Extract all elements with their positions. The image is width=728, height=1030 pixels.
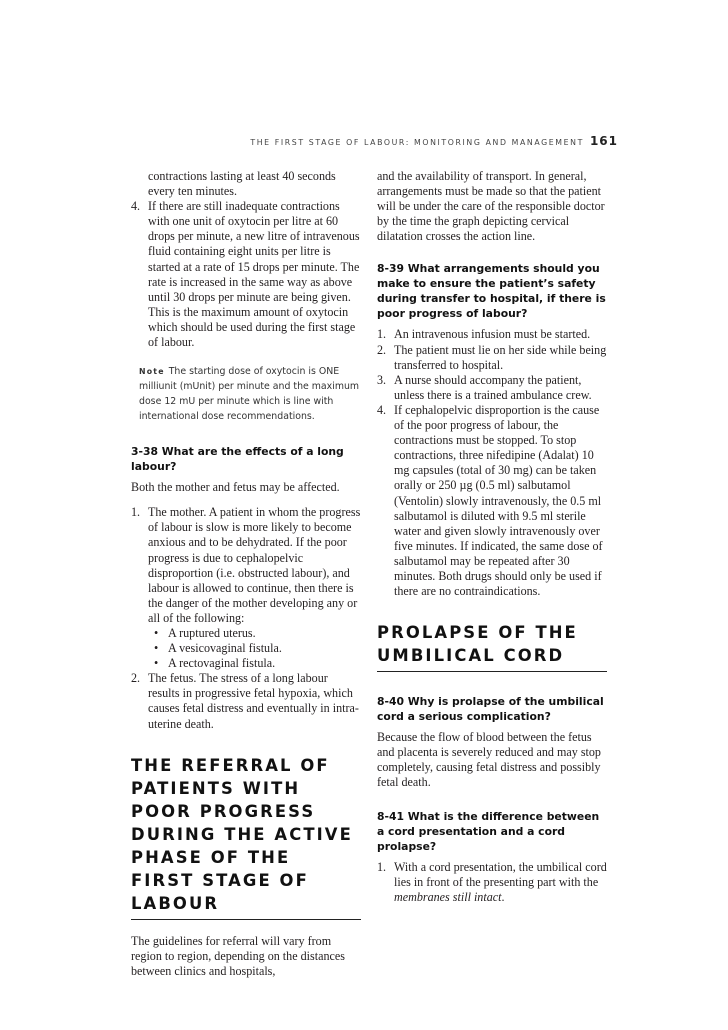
note-box (139, 364, 361, 424)
emphasis-text: membranes still intact (394, 889, 502, 904)
referral-text: The guidelines for referral will vary from region to region, depending on the distances between clinics and hospitals, (131, 933, 345, 978)
page-number: 161 (589, 134, 618, 148)
effects-list (131, 505, 361, 731)
list-item: 4. If there are still inadequate contractions with one unit of oxytocin per litre at 60 drops per minute, a new litre of intravenous fluid containing eight units per litre is started at a rate of 15 drops per minute. The rate is increased in the same way as above until 30 drops per minute are being given. This is the maximum amount of oxytocin which should be used during the first stage of labour. (131, 199, 360, 350)
cord-list (377, 860, 607, 905)
list-item: 4. If cephalopelvic disproportion is the cause of the poor progress of labour, the contractions must be stopped. To stop contractions, three nifedipine (Adalat) 10 mg capsules (total of 30 mg) can be taken orally or 250 µg (0.5 ml) salbutamol (Ventolin) slowly intravenously, the 0.5 ml salbutamol is diluted with 9.5 ml sterile water and given slowly intravenously over five minutes. If indicated, the same dose of salbutamol may be repeated after 30 minutes. Both drugs should only be used if there are no contraindications. (377, 402, 603, 599)
running-title: THE FIRST STAGE OF LABOUR: MONITORING AND MANAGEMENT (250, 138, 584, 147)
bullet-item: • A vesicovaginal fistula. (154, 641, 361, 656)
question-8-39: 8-39 What arrangements should you make to ensure the patient’s safety during transfer to hospital, if there is poor progress of labour? (377, 262, 606, 321)
list-item: 3. A nurse should accompany the patient, unless there is a trained ambulance crew. (377, 372, 592, 402)
list-item: 2. The fetus. The stress of a long labour results in progressive fetal hypoxia, which causes fetal distress and eventually in intra-uterine death. (131, 671, 359, 731)
question-8-41: 8-41 What is the difference between a cord presentation and a cord prolapse? (377, 809, 600, 853)
list-item: 1. The mother. A patient in whom the progress of labour is slow is more likely to become anxious and to be dehydrated. If the poor progress is due to cephalopelvic disproportion (i.e. obstructed labour), and labour is allowed to continue, then there is the danger of the mother developing any or all of the following: • A ruptured uterus. • A vesicovaginal fistula. • A rectovaginal fistula. (131, 505, 361, 671)
transfer-list (377, 327, 607, 599)
note-text: The starting dose of oxytocin is ONE milliunit (mUnit) per minute and the maximum dose 12 mU per minute which is line with international dose recommendations. (139, 366, 360, 423)
bullet-item: • A rectovaginal fistula. (154, 656, 361, 671)
list-item: 1. With a cord presentation, the umbilical cord lies in front of the presenting part with the membranes still intact. (377, 859, 607, 904)
continued-text: and the availability of transport. In general, arrangements must be made so that the patient will be under the care of the responsible doctor by the time the graph depicting cervical dilatation crosses the action line. (377, 169, 605, 244)
question-8-40: 8-40 Why is prolapse of the umbilical cord a serious complication? (377, 695, 604, 724)
running-header (200, 134, 618, 148)
complication-bullets (148, 626, 361, 671)
left-column (131, 169, 361, 979)
oxytocin-list (131, 199, 361, 350)
answer-8-40: Because the flow of blood between the fetus and placenta is severely reduced and may stop completely, causing fetal distress and possibly fetal death. (377, 730, 601, 790)
section-heading-prolapse: PROLAPSE OF THE UMBILICAL CORD (377, 621, 607, 672)
right-column (377, 169, 607, 905)
bullet-item: • A ruptured uterus. (154, 626, 361, 641)
answer-intro: Both the mother and fetus may be affected. (131, 480, 340, 495)
note-label: Note (139, 367, 165, 377)
list-item: 1. An intravenous infusion must be started. (377, 327, 591, 342)
question-3-38: 3-38 What are the effects of a long labour? (131, 445, 344, 474)
section-heading-referral: THE REFERRAL OF PATIENTS WITH POOR PROGRESS DURING THE ACTIVE PHASE OF THE FIRST STAGE OF LABOUR (131, 754, 361, 920)
continued-text: contractions lasting at least 40 seconds every ten minutes. (148, 169, 336, 199)
list-item: 2. The patient must lie on her side while being transferred to hospital. (377, 342, 607, 372)
